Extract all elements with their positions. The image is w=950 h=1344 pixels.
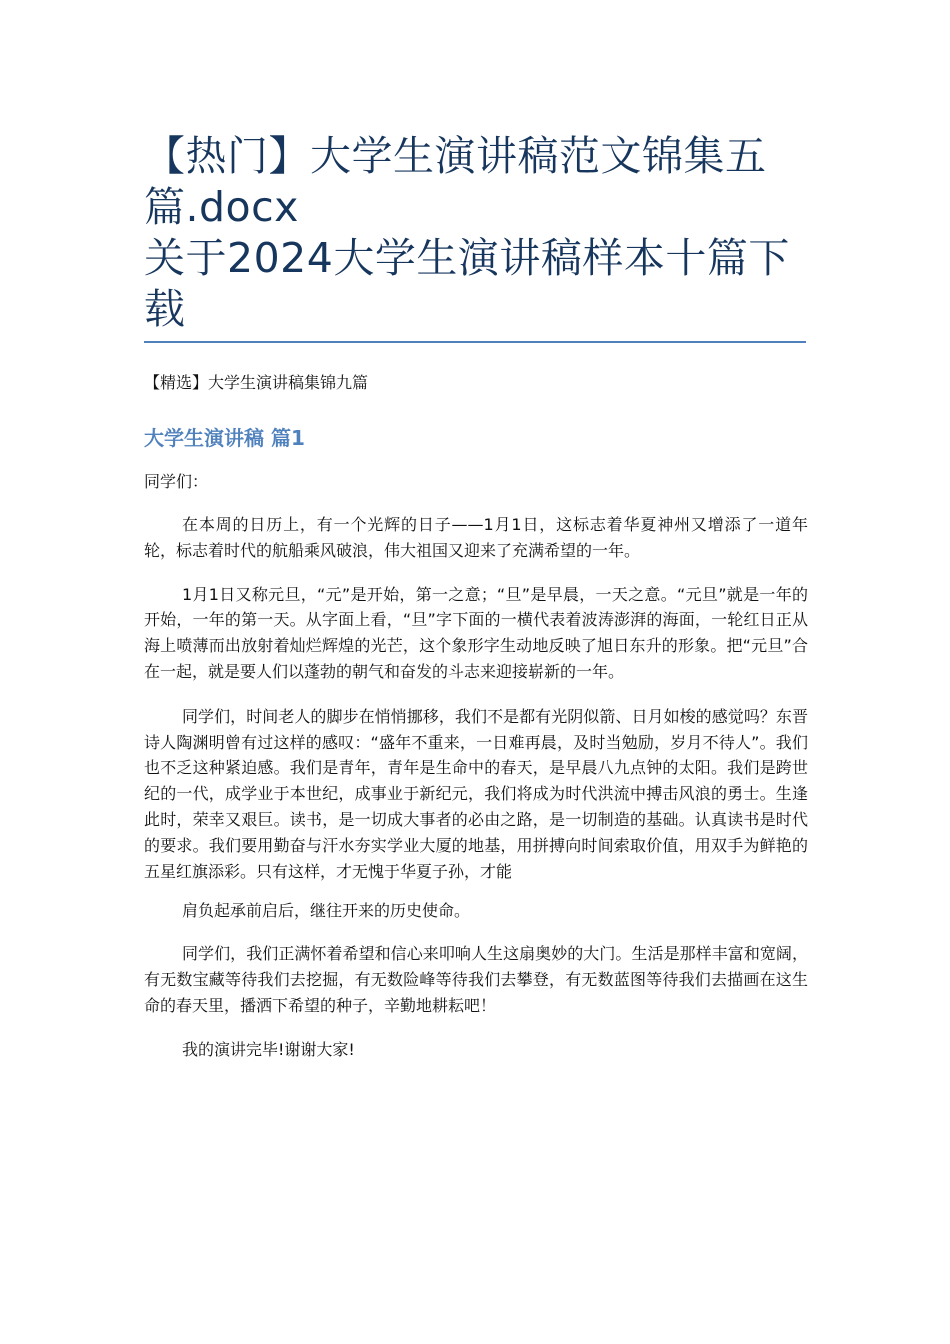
closing-paragraph: 我的演讲完毕!谢谢大家! xyxy=(182,1039,355,1059)
body-paragraph: 1月1日又称元旦，“元”是开始，第一之意；“旦”是早晨，一天之意。“元旦”就是一年的开始，一年的第一天。从字面上看，“旦”字下面的一横代表着波涛澎湃的海面，一轮红日正从海上喷薄而出放射着灿烂辉煌的光芒，这个象形字生动地反映了旭日东升的形象。把“元旦”合在一起，就是要人们以蓬勃的朝气和奋发的斗志来迎接崭新的一年。 xyxy=(144,584,808,681)
document-subtitle: 【精选】大学生演讲稿集锦九篇 xyxy=(144,373,369,392)
body-paragraph: 同学们，时间老人的脚步在悄悄挪移，我们不是都有光阴似箭、日月如梭的感觉吗？东晋诗人陶渊明曾有过这样的感叹：“盛年不重来，一日难再晨，及时当勉励，岁月不待人”。我们也不乏这种紧迫感。我们是青年，青年是生命中的春天，是早晨八九点钟的太阳。我们是跨世纪的一代，成学业于本世纪，成事业于新纪元，我们将成为时代洪流中搏击风浪的勇士。生逢此时，荣幸又艰巨。读书，是一切成大事者的必由之路，是一切制造的基础。认真读书是时代的要求。我们要用勤奋与汗水夯实学业大厦的地基，用拼搏向时间索取价值，用双手为鲜艳的五星红旗添彩。只有这样，才无愧于华夏子孙，才能 xyxy=(144,706,808,881)
body-paragraph: 同学们，我们正满怀着希望和信心来叩响人生这扇奥妙的大门。生活是那样丰富和宽阔，有无数宝藏等待我们去挖掘，有无数险峰等待我们去攀登，有无数蓝图等待我们去描画在这生命的春天里，播洒下希望的种子，辛勤地耕耘吧！ xyxy=(144,944,808,1015)
title-line: 载 xyxy=(144,285,186,333)
greeting: 同学们： xyxy=(144,472,209,491)
document-page xyxy=(144,0,808,1062)
document-title xyxy=(144,0,808,335)
title-line: 篇.docx xyxy=(144,183,299,231)
title-line: 【热门】大学生演讲稿范文锦集五 xyxy=(144,132,767,180)
body-paragraph: 在本周的日历上，有一个光辉的日子——1月1日，这标志着华夏神州又增添了一道年轮，标志着时代的航船乘风破浪，伟大祖国又迎来了充满希望的一年。 xyxy=(144,515,808,560)
title-line: 关于2024大学生演讲稿样本十篇下 xyxy=(144,234,790,282)
body-paragraph: 肩负起承前启后，继往开来的历史使命。 xyxy=(182,901,471,921)
section-heading: 大学生演讲稿 篇1 xyxy=(144,426,305,450)
